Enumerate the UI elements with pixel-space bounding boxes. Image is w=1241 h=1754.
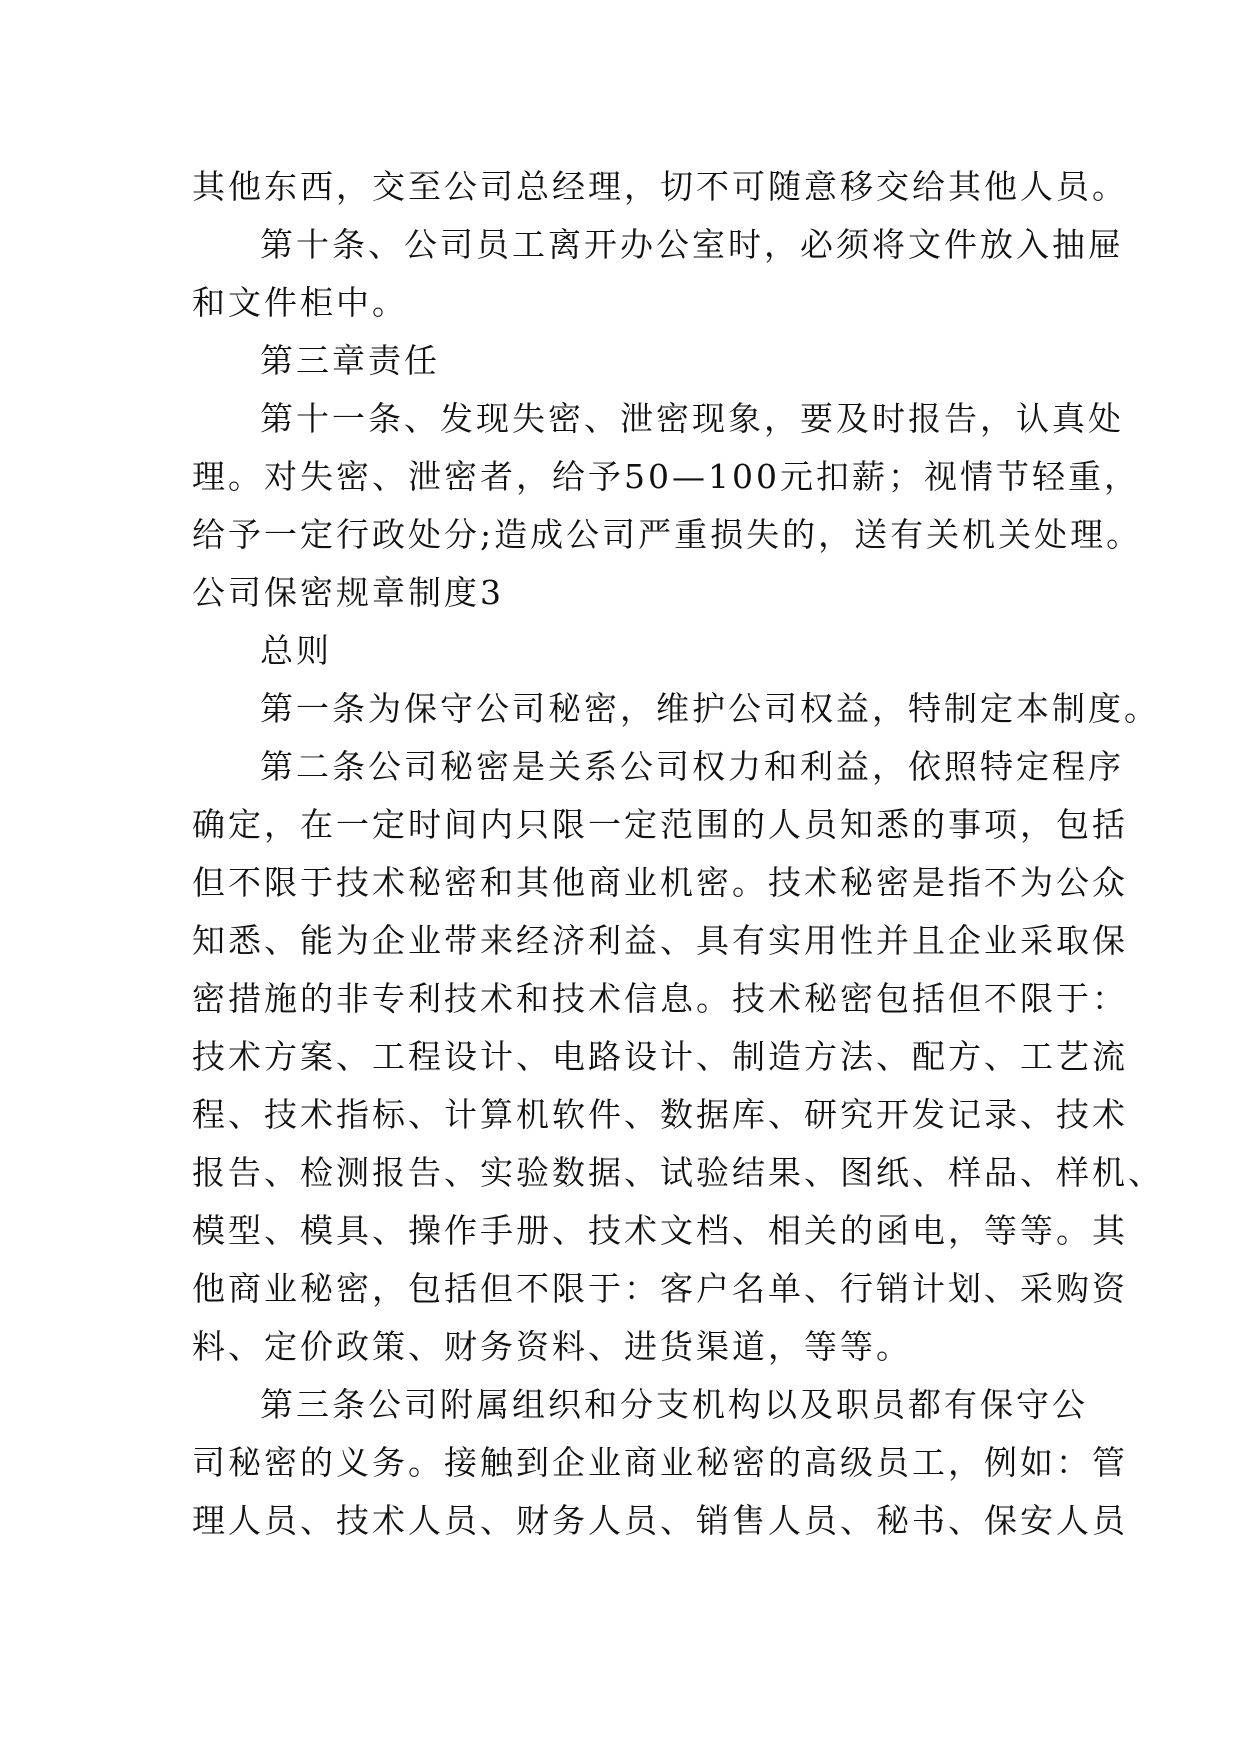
text-line: 第十一条、发现失密、泄密现象，要及时报告，认真处 — [260, 399, 1124, 438]
chapter-heading: 第三章责任 — [260, 341, 440, 380]
text-line: 第二条公司秘密是关系公司权力和利益，依照特定程序 — [260, 747, 1124, 786]
text-line: 密措施的非专利技术和技术信息。技术秘密包括但不限于： — [192, 979, 1128, 1018]
text-line: 第一条为保守公司秘密，维护公司权益，特制定本制度。 — [260, 689, 1160, 728]
text-line: 模型、模具、操作手册、技术文档、相关的函电，等等。其 — [192, 1211, 1128, 1250]
text-line: 但不限于技术秘密和其他商业机密。技术秘密是指不为公众 — [192, 863, 1128, 902]
document-body — [192, 158, 1164, 1550]
text-line: 确定，在一定时间内只限一定范围的人员知悉的事项，包括 — [192, 805, 1128, 844]
text-line: 报告、检测报告、实验数据、试验结果、图纸、样品、样机、 — [192, 1153, 1164, 1192]
text-line: 和文件柜中。 — [192, 283, 408, 322]
text-line: 理。对失密、泄密者，给予50—100元扣薪；视情节轻重， — [192, 457, 1140, 496]
text-line: 他商业秘密，包括但不限于：客户名单、行销计划、采购资 — [192, 1269, 1128, 1308]
text-line: 料、定价政策、财务资料、进货渠道，等等。 — [192, 1327, 912, 1366]
text-line: 技术方案、工程设计、电路设计、制造方法、配方、工艺流 — [192, 1037, 1128, 1076]
text-line: 其他东西，交至公司总经理，切不可随意移交给其他人员。 — [192, 167, 1128, 206]
section-title: 公司保密规章制度3 — [192, 573, 504, 612]
text-line: 理人员、技术人员、财务人员、销售人员、秘书、保安人员 — [192, 1501, 1128, 1540]
text-line: 第三条公司附属组织和分支机构以及职员都有保守公 — [260, 1385, 1088, 1424]
text-line: 程、技术指标、计算机软件、数据库、研究开发记录、技术 — [192, 1095, 1128, 1134]
chapter-heading: 总则 — [260, 631, 332, 670]
text-line: 知悉、能为企业带来经济利益、具有实用性并且企业采取保 — [192, 921, 1128, 960]
text-line: 第十条、公司员工离开办公室时，必须将文件放入抽屉 — [260, 225, 1124, 264]
text-line: 给予一定行政处分;造成公司严重损失的，送有关机关处理。 — [192, 515, 1143, 554]
text-line: 司秘密的义务。接触到企业商业秘密的高级员工，例如：管 — [192, 1443, 1128, 1482]
